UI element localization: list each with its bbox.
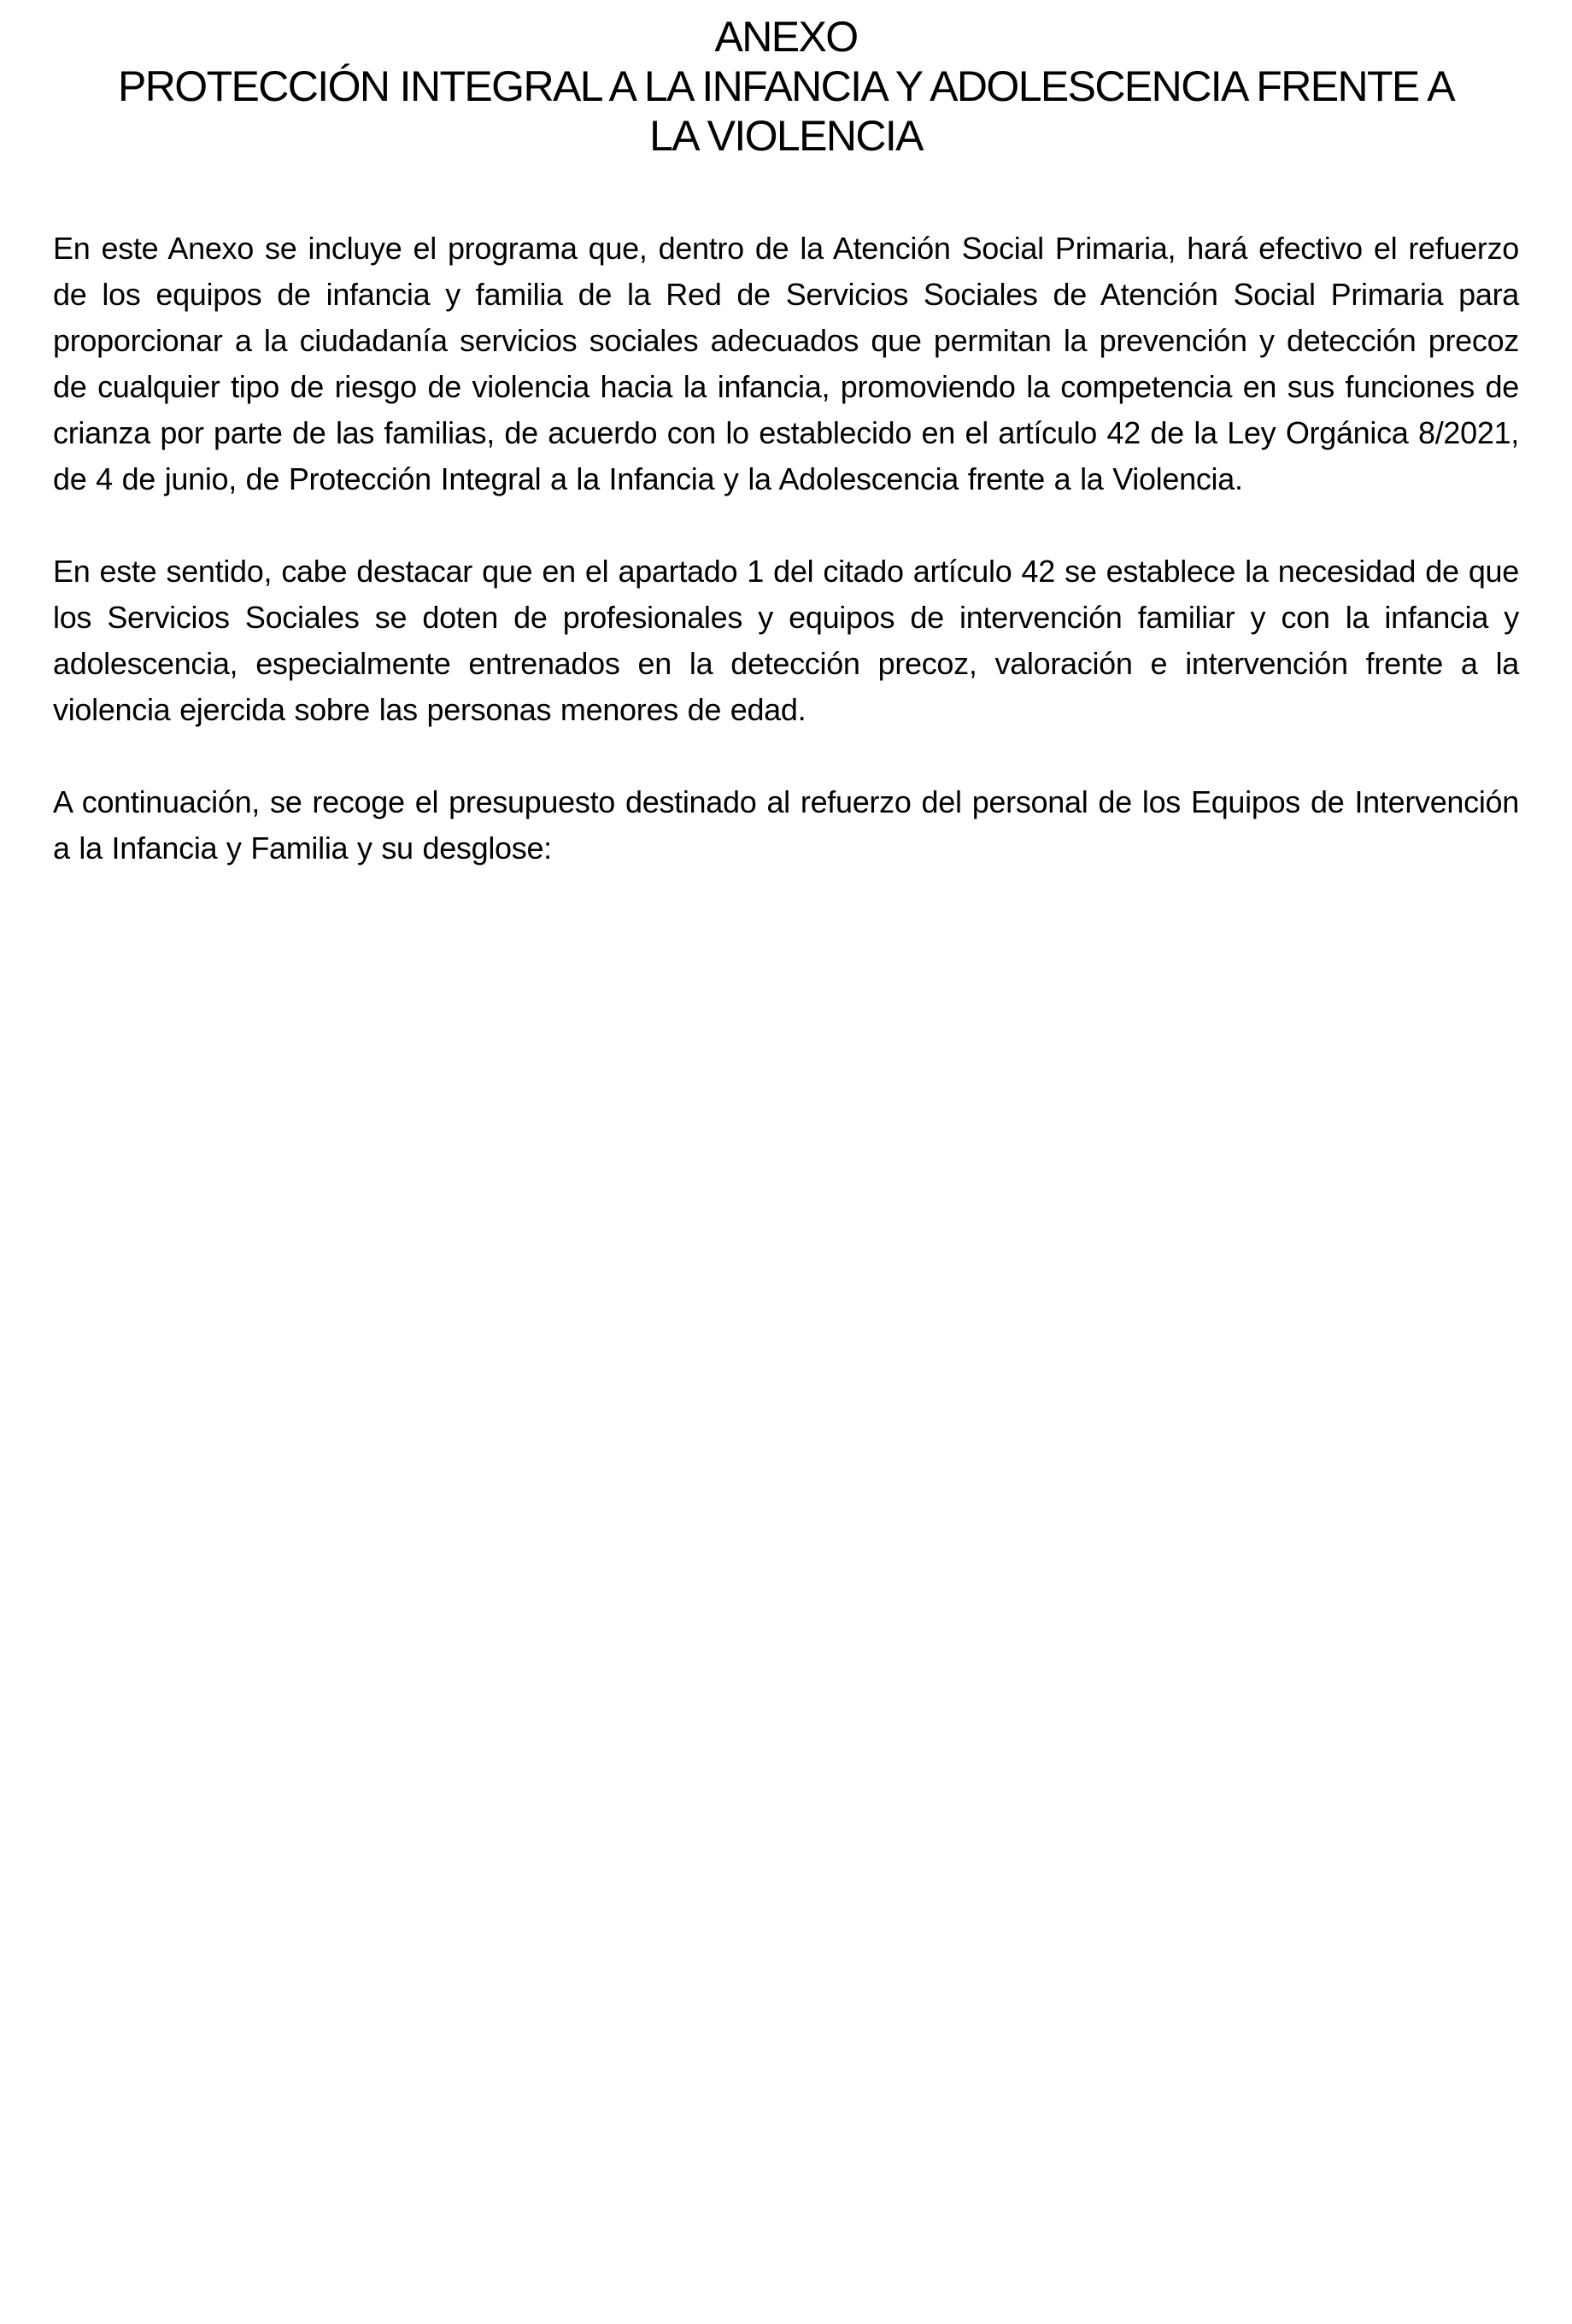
title-line-main: PROTECCIÓN INTEGRAL A LA INFANCIA Y ADOLESCENCIA FRENTE A [118, 62, 1454, 110]
document-body [53, 226, 1519, 872]
title-line-continuation: LA VIOLENCIA [649, 112, 923, 160]
paragraph-article-42: En este sentido, cabe destacar que en el apartado 1 del citado artículo 42 se establece la necesidad de que los Servicios Sociales se doten de profesionales y equipos de intervención familiar y con la infancia y adolescencia, especialmente entrenados en la detección precoz, valoración e intervención frente a la violencia ejercida sobre las personas menores de edad. [53, 554, 1519, 727]
paragraph-budget: A continuación, se recoge el presupuesto destinado al refuerzo del personal de los Equipos de Intervención a la Infancia y Familia y su desglose: [53, 784, 1519, 866]
paragraph-introduction: En este Anexo se incluye el programa que, dentro de la Atención Social Primaria, hará efectivo el refuerzo de los equipos de infancia y familia de la Red de Servicios Sociales de Atención Social Primaria para proporcionar a la ciudadanía servicios sociales adecuados que permitan la prevención y detección precoz de cualquier tipo de riesgo de violencia hacia la infancia, promoviendo la competencia en sus funciones de crianza por parte de las familias, de acuerdo con lo establecido en el artículo 42 de la Ley Orgánica 8/2021, de 4 de junio, de Protección Integral a la Infancia y la Adolescencia frente a la Violencia. [53, 231, 1519, 496]
document-title [51, 12, 1521, 161]
title-line-annex: ANEXO [714, 13, 858, 61]
